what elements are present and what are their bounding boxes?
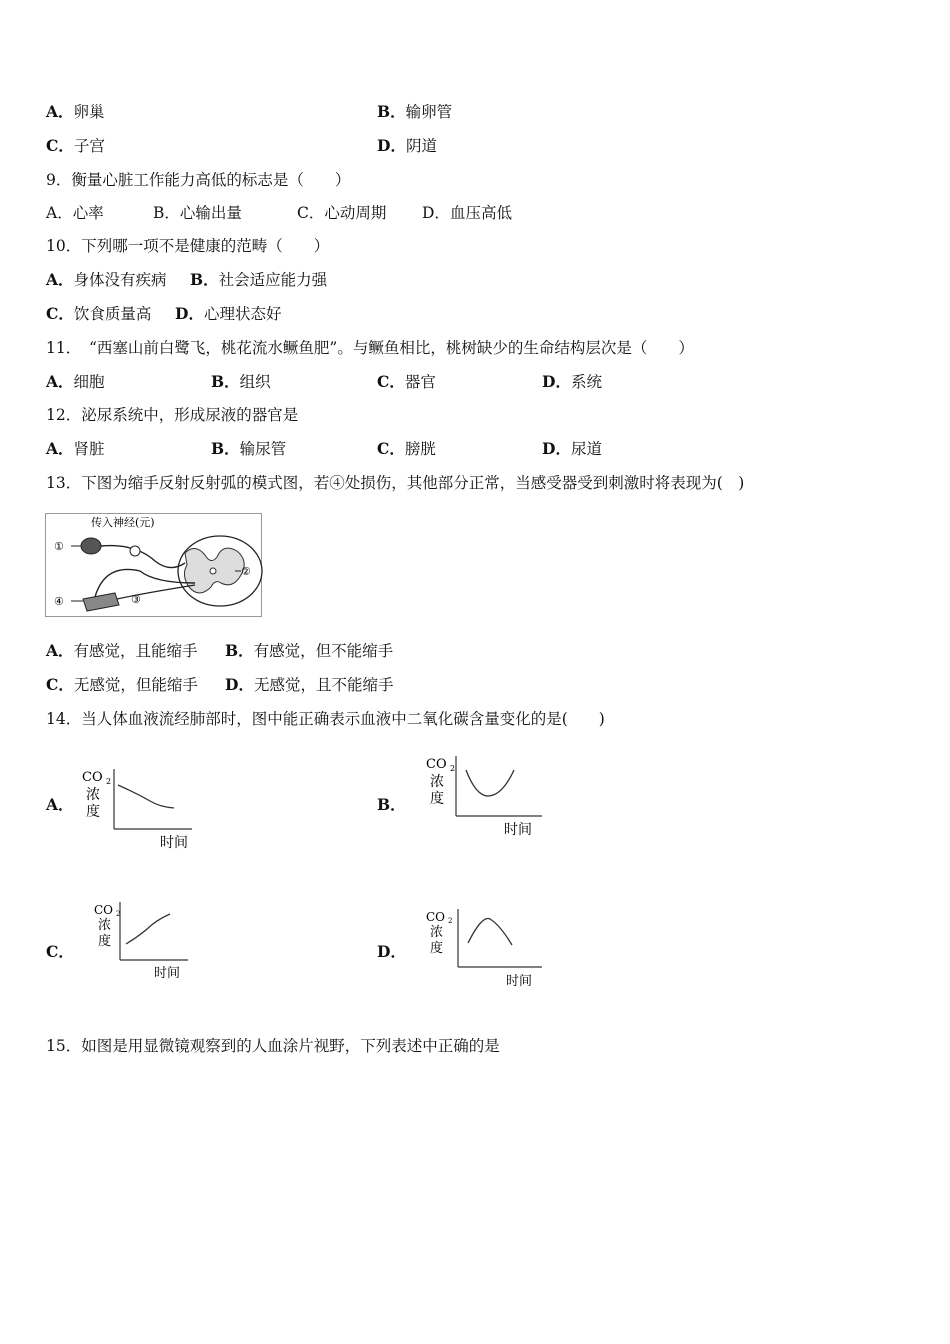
q14-option-b-label: B．: [377, 795, 406, 814]
q13-option-a: A．有感觉，且能缩手: [46, 641, 198, 660]
q9-option-b: B．心输出量: [153, 204, 242, 222]
q9-stem: 9．衡量心脏工作能力高低的标志是（ ）: [46, 171, 351, 189]
q14-graph-d: [424, 905, 549, 997]
q12-option-a: A．肾脏: [46, 439, 105, 458]
q12-stem: 12．泌尿系统中，形成尿液的器官是: [46, 406, 299, 424]
q14-option-c-label: C．: [46, 942, 74, 961]
svg-text:时间: 时间: [154, 966, 181, 981]
svg-text:浓: 浓: [98, 918, 112, 933]
svg-text:浓: 浓: [86, 787, 100, 803]
q14-graph-c: [92, 898, 202, 988]
q11-option-c: C．器官: [377, 372, 436, 391]
q14-graph-a: [80, 765, 200, 859]
q10-option-b: B．社会适应能力强: [190, 270, 328, 289]
q11-option-b: B．组织: [211, 372, 271, 391]
q10-option-c: C．饮食质量高: [46, 304, 152, 323]
q15-stem: 15．如图是用显微镜观察到的人血涂片视野，下列表述中正确的是: [46, 1037, 500, 1055]
q13-stem: 13．下图为缩手反射反射弧的模式图，若④处损伤，其他部分正常，当感受器受到刺激时将表现为( ): [46, 474, 745, 492]
svg-text:CO: CO: [94, 903, 114, 917]
q14-option-a-label: A．: [46, 795, 74, 814]
q14-option-d-label: D．: [377, 942, 406, 961]
q9-option-a: A．心率: [46, 204, 104, 222]
svg-text:时间: 时间: [160, 835, 188, 851]
reflex-arc-figure: [45, 513, 263, 621]
q10-option-a: A．身体没有疾病: [46, 270, 167, 289]
q12-option-d: D．尿道: [542, 439, 602, 458]
svg-text:CO: CO: [426, 757, 447, 772]
marker-4: ④: [54, 595, 64, 608]
q12-option-b: B．输尿管: [211, 439, 287, 458]
q9-option-d: D．血压高低: [422, 204, 512, 222]
svg-text:度: 度: [86, 804, 100, 820]
q11-option-d: D．系统: [542, 372, 602, 391]
q9-option-c: C．心动周期: [297, 204, 387, 222]
svg-text:时间: 时间: [504, 822, 532, 838]
q11-option-a: A．细胞: [46, 372, 105, 391]
q12-option-c: C．膀胱: [377, 439, 436, 458]
svg-text:2: 2: [106, 777, 112, 786]
svg-text:CO: CO: [426, 910, 446, 924]
svg-text:2: 2: [450, 764, 456, 773]
q11-stem: 11． “西塞山前白鹭飞，桃花流水鳜鱼肥”。与鳜鱼相比，桃树缺少的生命结构层次是（ ）: [46, 339, 694, 357]
q10-stem: 10．下列哪一项不是健康的范畴（ ）: [46, 237, 330, 255]
afferent-nerve-label: 传入神经(元): [91, 516, 155, 529]
q13-option-c: C．无感觉，但能缩手: [46, 675, 198, 694]
marker-2: ②: [241, 565, 251, 578]
q14-graph-b: [424, 752, 549, 846]
svg-text:2: 2: [116, 910, 121, 918]
q8-option-d: D．阴道: [377, 136, 437, 155]
q8-option-a: A．卵巢: [46, 102, 105, 121]
svg-text:度: 度: [430, 941, 444, 956]
svg-text:CO: CO: [82, 770, 103, 785]
svg-text:浓: 浓: [430, 774, 444, 790]
marker-1: ①: [54, 540, 64, 553]
svg-text:浓: 浓: [430, 925, 444, 940]
svg-text:时间: 时间: [506, 974, 533, 989]
svg-text:度: 度: [98, 934, 112, 949]
q8-option-c: C．子宫: [46, 136, 105, 155]
svg-text:度: 度: [430, 791, 444, 807]
q10-option-d: D．心理状态好: [175, 304, 282, 323]
marker-3: ③: [131, 593, 141, 606]
q8-option-b: B．输卵管: [377, 102, 453, 121]
svg-text:2: 2: [448, 917, 453, 925]
q13-option-d: D．无感觉，且不能缩手: [225, 675, 394, 694]
q13-option-b: B．有感觉，但不能缩手: [225, 641, 394, 660]
q14-stem: 14．当人体血液流经肺部时，图中能正确表示血液中二氧化碳含量变化的是( ): [46, 710, 605, 728]
